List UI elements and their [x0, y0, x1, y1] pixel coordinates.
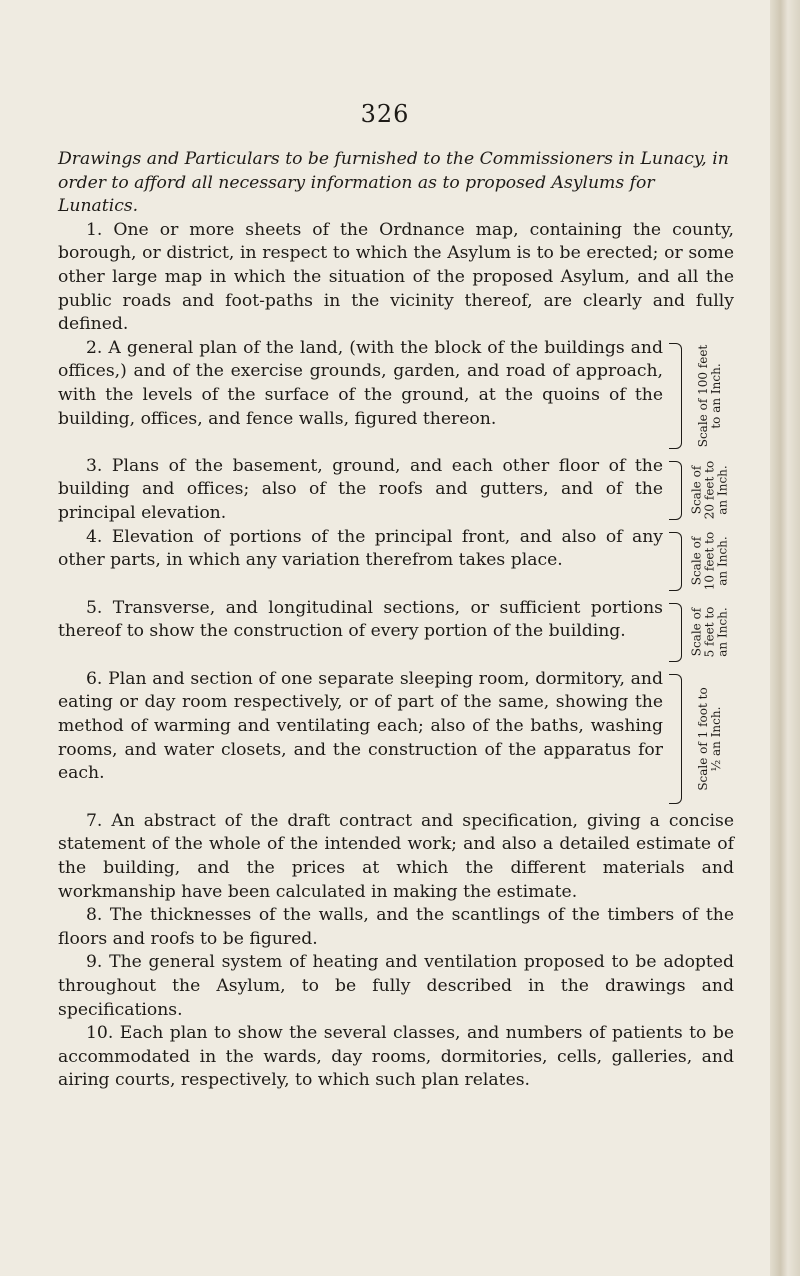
item-6-group — [58, 668, 734, 810]
scale-label-6: Scale of 1 foot to ½ an Inch. — [696, 687, 723, 791]
bracket — [669, 532, 682, 591]
item-7: 7. An abstract of the draft contract and specification, giving a concise statement of the whole of the intended work; and also a detailed estimate of the building, and the prices at which the different materials and workmanship have been calculated in making the estimate. — [58, 810, 734, 902]
scale-label-4: Scale of 10 feet to an Inch. — [689, 532, 730, 591]
item-8: 8. The thicknesses of the walls, and the scantlings of the timbers of the floors and roofs to be figured. — [58, 905, 734, 949]
item-1: 1. One or more sheets of the Ordnance map, containing the county, borough, or district, in respect to which the Asylum is to be erected; or some other large map in which the situation of the proposed Asylum, and all the public roads and foot-paths in the vicinity thereof, are clearly and fully defined. — [58, 219, 734, 335]
section-title: Drawings and Particulars to be furnished to the Commissioners in Lunacy, in order to afford all necessary information as to proposed Asylums for Lunatics. — [58, 149, 729, 217]
page-number: 326 — [360, 100, 410, 128]
page-edge — [770, 0, 800, 1276]
item-3: 3. Plans of the basement, ground, and each other floor of the building and offices; also of the roofs and gutters, and of the principal elevation. — [58, 455, 663, 523]
bracket — [669, 603, 682, 662]
bracket — [669, 461, 682, 520]
item-9: 9. The general system of heating and ventilation proposed to be adopted throughout the Asylum, to be fully described in the drawings and specifications. — [58, 952, 734, 1020]
item-6: 6. Plan and section of one separate sleeping room, dormitory, and eating or day room respectively, or of part of the same, showing the method of warming and ventilating each; also of the baths, washing rooms, and water closets, and the construction of the apparatus for each. — [58, 668, 663, 784]
item-3-group — [58, 455, 734, 526]
scale-label-5: Scale of 5 feet to an Inch. — [689, 606, 730, 658]
scale-label-3: Scale of 20 feet to an Inch. — [689, 461, 730, 520]
item-2-group — [58, 337, 734, 455]
item-2: 2. A general plan of the land, (with the block of the buildings and offices,) and of the exercise grounds, garden, and road of approach, with the levels of the surface of the ground, at the quoins of the building, offices, and fence walls, figured thereon. — [58, 337, 663, 429]
scale-label-2: Scale of 100 feet to an Inch. — [696, 344, 723, 448]
item-5-group — [58, 597, 734, 668]
bracket — [669, 674, 682, 804]
item-10: 10. Each plan to show the several classes, and numbers of patients to be accommodated in the wards, day rooms, dormitories, cells, galleries, and airing courts, respectively, to which such plan relates. — [58, 1023, 734, 1091]
item-4-group — [58, 526, 734, 597]
page-body — [58, 148, 734, 1093]
bracket — [669, 343, 682, 449]
item-4: 4. Elevation of portions of the principal front, and also of any other parts, in which any variation therefrom takes place. — [58, 526, 663, 571]
item-5: 5. Transverse, and longitudinal sections, or sufficient portions thereof to show the construction of every portion of the building. — [58, 597, 663, 642]
